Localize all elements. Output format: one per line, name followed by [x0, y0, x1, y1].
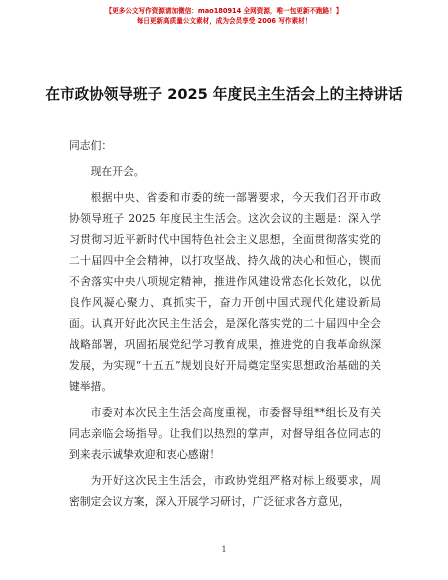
paragraph: 现在开会。 — [90, 165, 145, 178]
page-number: 1 — [221, 545, 227, 554]
header-banner — [0, 6, 448, 26]
banner-line-1: 【更多公文写作资源请加微信：mao180914 全网资源，唯一包更新不跑路！】 — [105, 7, 343, 15]
salutation: 同志们： — [69, 139, 113, 152]
document-title: 在市政协领导班子 2025 年度民主生活会上的主持讲话 — [45, 86, 403, 103]
document-body — [69, 135, 381, 517]
paragraph: 根据中央、省委和市委的统一部署要求，今天我们召开市政协领导班子 2025 年度民主生活会。这次会议的主题是：深入学习贯彻习近平新时代中国特色社会主义思想，全面贯彻落实党的二十届四中全会精神，以打攻坚战、持久战的决心和恒心，锲而不舍落实中央八项规定精神，推进作风建设常态化长效化，以优良作风凝心聚力、真抓实干，奋力开创中国式现代化建设新局面。认真开好此次民主生活会，是深化落实党的二十届四中全会战略部署，巩固拓展党纪学习教育成果，推进党的自我革命纵深发展，为实现“十五五”规划良好开局奠定坚实思想政治基础的关键举措。 — [69, 191, 381, 393]
banner-line-2: 每日更新高质量公文素材，成为会员享受 2006 写作素材！ — [136, 17, 312, 25]
paragraph: 为开好这次民主生活会，市政协党组严格对标上级要求，周密制定会议方案，深入开展学习研讨，广泛征求各方意见， — [69, 474, 381, 508]
paragraph: 市委对本次民主生活会高度重视，市委督导组**组长及有关同志亲临会场指导。让我们以热烈的掌声，对督导组各位同志的到来表示诚挚欢迎和衷心感谢！ — [69, 406, 381, 461]
